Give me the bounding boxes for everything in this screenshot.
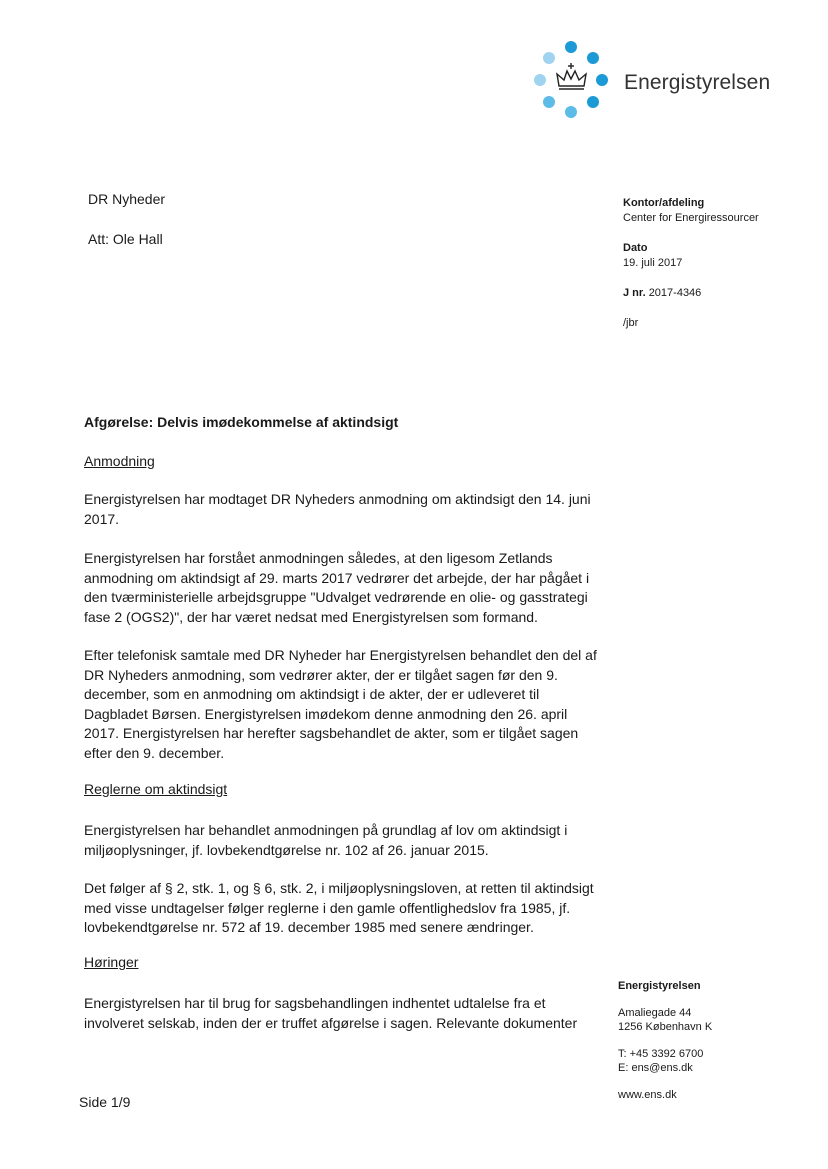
logo-dot	[587, 52, 599, 64]
energistyrelsen-logo	[530, 38, 770, 122]
page-number: Side 1/9	[79, 1094, 131, 1110]
jnr-label: J nr.	[623, 287, 646, 299]
letter-meta	[623, 196, 759, 346]
paragraph-1: Energistyrelsen har modtaget DR Nyheders anmodning om aktindsigt den 14. juni 2017.	[84, 491, 591, 527]
logo-dot	[596, 74, 608, 86]
section-heading-regler: Reglerne om aktindsigt	[84, 781, 228, 797]
paragraph-4: Energistyrelsen har behandlet anmodningen på grundlag af lov om aktindsigt i miljøoplysninger, jf. lovbekendtgørelse nr. 102 af 26. januar 2015.	[84, 822, 568, 858]
footer-web: www.ens.dk	[618, 1088, 677, 1101]
section-heading-hoeringer: Høringer	[84, 954, 139, 970]
paragraph-6: Energistyrelsen har til brug for sagsbehandlingen indhentet udtalelse fra et involveret selskab, inden der er truffet afgørelse i sagen. Relevante dokumenter	[84, 995, 578, 1031]
logo-dot	[543, 52, 555, 64]
logo-wordmark: Energistyrelsen	[624, 71, 771, 94]
recipient-name: DR Nyheder	[88, 191, 166, 207]
document-title: Afgørelse: Delvis imødekommelse af aktindsigt	[84, 414, 399, 430]
logo-dot	[565, 106, 577, 118]
footer-street: Amaliegade 44	[618, 1006, 692, 1019]
recipient-att: Att: Ole Hall	[88, 231, 163, 247]
dato-value: 19. juli 2017	[623, 257, 683, 269]
footer-phone: T: +45 3392 6700	[618, 1047, 704, 1060]
logo-dot	[543, 96, 555, 108]
footer-org: Energistyrelsen	[618, 980, 701, 992]
jnr-value: 2017-4346	[648, 287, 702, 299]
logo-dot	[565, 41, 577, 53]
footer-address	[618, 979, 712, 1102]
initials: /jbr	[623, 317, 639, 329]
footer-city: 1256 København K	[618, 1021, 713, 1033]
crown-icon	[530, 38, 620, 122]
kontor-value: Center for Energiressourcer	[623, 212, 759, 224]
paragraph-3: Efter telefonisk samtale med DR Nyheder har Energistyrelsen behandlet den del af DR Nyheders anmodning, som vedrører akter, der er tilgået sagen før den 9. december, som en anmodning om aktindsigt i de akter, der er udleveret til Dagbladet Børsen. Energistyrelsen imødekom denne anmodning den 26. april 2017. Energistyrelsen har herefter sagsbehandlet de akter, som er tilgået sagen efter den 9. december.	[84, 647, 597, 761]
logo-dot	[587, 96, 599, 108]
logo-dot	[534, 74, 546, 86]
paragraph-2: Energistyrelsen har forstået anmodningen således, at den ligesom Zetlands anmodning om aktindsigt af 29. marts 2017 vedrører det arbejde, der har pågået i den tværministerielle arbejdsgruppe "Udvalget vedrørende en olie- og gasstrategi fase 2 (OGS2)", der har været nedsat med Energistyrelsen som formand.	[84, 550, 590, 625]
section-heading-anmodning: Anmodning	[84, 453, 155, 469]
footer-email: E: ens@ens.dk	[618, 1062, 693, 1074]
recipient-block	[88, 189, 165, 269]
kontor-label: Kontor/afdeling	[623, 197, 705, 209]
paragraph-5: Det følger af § 2, stk. 1, og § 6, stk. 2, i miljøoplysningsloven, at retten til aktindsigt med visse undtagelser følger reglerne i den gamle offentlighedslov fra 1985, jf. lovbekendtgørelse nr. 572 af 19. december 1985 med senere ændringer.	[84, 880, 594, 935]
dato-label: Dato	[623, 242, 648, 254]
